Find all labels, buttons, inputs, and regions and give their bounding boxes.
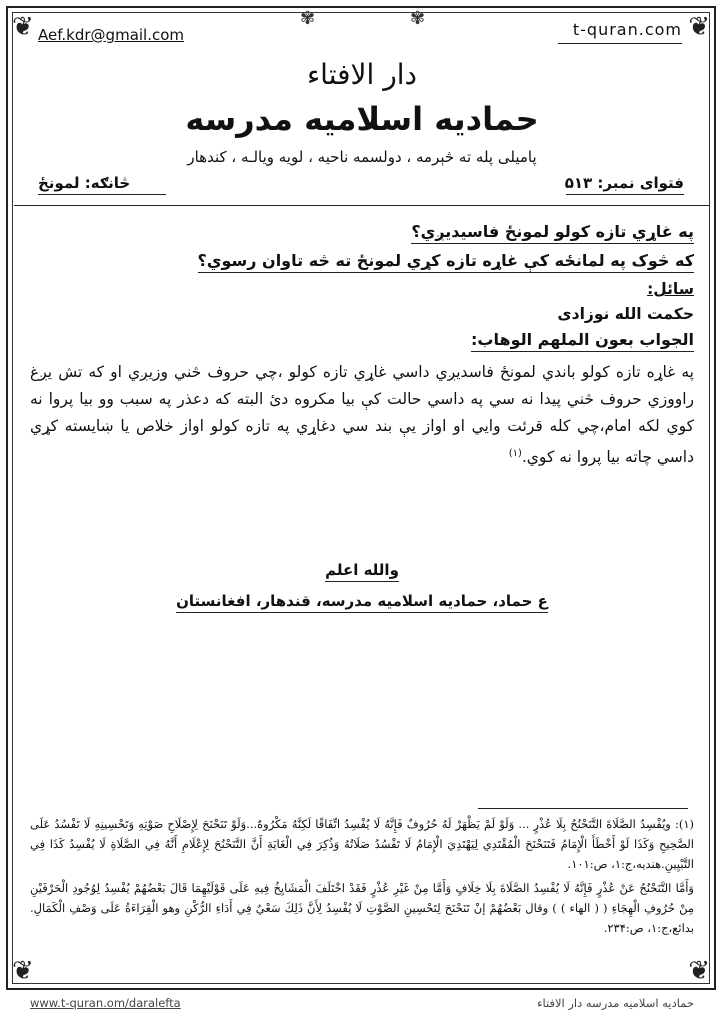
category-label: څانګه: لمونځ xyxy=(38,174,131,192)
email-address: Aef.kdr@gmail.com xyxy=(38,26,185,44)
page-footer xyxy=(30,996,694,1016)
fatwa-number-underline xyxy=(566,194,684,195)
fatwa-number: فتوای نمبر: ۵۱۳ xyxy=(564,174,684,192)
questioner-name: حکمت الله نوزادی xyxy=(557,305,694,323)
header-divider xyxy=(14,205,710,206)
footer-label: حمادیه اسلامیه مدرسه دار الافتاء xyxy=(537,996,694,1010)
site-name: t-quran.com xyxy=(572,20,682,39)
allahu-alam: والله اعلم xyxy=(325,561,399,582)
madrasa-name: حمادیه اسلامیه مدرسه xyxy=(185,100,539,138)
questioner-label: سائل: xyxy=(647,280,694,298)
footnote-divider xyxy=(478,808,688,809)
corner-ornament-icon: ❦ xyxy=(688,956,710,986)
question-body: که څوک په لمانځه کې غاړه تازه کړي لمونځ ته څه تاوان رسوي؟ xyxy=(198,251,694,273)
footer-link[interactable]: www.t-quran.om/daralefta xyxy=(30,996,181,1010)
category-underline xyxy=(38,194,166,195)
corner-ornament-icon: ❦ xyxy=(12,12,34,42)
corner-ornament-icon: ❦ xyxy=(688,12,710,42)
answer-paragraph: په غاړه تازه کولو باندي لمونځ فاسدیږي داسي غاړي تازه کولو ،چي حروف څني وزیږي او که تش يږغ راووزي حروف څني پیدا نه سي په داسي حالت کې بیا مکروه دئ البته که دعذر په سبب وو بیا پروا نه کوي لکه امام،چي کله قرئت وایي او اواز يې بند سي دغاړي په تازه کولو اواز خلاص یا ښایسته کړي داسي چاته بیا پروا نه کوي. xyxy=(30,363,694,467)
border-ornament-icon: ✾ xyxy=(300,8,316,29)
corner-ornament-icon: ❦ xyxy=(12,956,34,986)
answer-text xyxy=(30,359,694,471)
footnote-marker[interactable]: (۱) xyxy=(508,448,522,459)
fatwa-body xyxy=(30,222,694,471)
site-underline xyxy=(558,43,682,44)
signature: ع حماد، حمادیه اسلامیه مدرسه، قندهار، افغانستان xyxy=(176,592,548,613)
footnotes xyxy=(30,814,694,942)
border-ornament-icon: ✾ xyxy=(410,8,426,29)
institution-title: دار الافتاء xyxy=(307,58,417,91)
answer-heading: الجواب بعون الملهم الوهاب: xyxy=(471,330,694,352)
closing-block xyxy=(0,560,724,613)
footnote-1: (۱): ويُفْسِدُ الصَّلَاةَ التَّنَحْنُحُ بِلَا عُذْرٍ ... وَلَوْ لَمْ يَظْهَرْ لَهُ حُرُوفٌ فَإِنَّهُ لَا يُفْسِدُ اتِّفَاقًا لَكِنَّهُ مَكْرُوهٌ...وَلَوْ تَنَحْنَحَ لِإِصْلَاحِ صَوْتِهِ وَتَحْسِينِهِ لَا تَفْسُدُ عَلَى الصَّحِيحِ وَكَذَا لَوْ أَخْطَأَ الْإِمَامُ فَتَنَحْنَحَ الْمُقْتَدِي لِيَهْتَدِيَ الْإِمَامُ لَا تَفْسُدُ صَلَاتُهُ وَذُكِرَ فِي الْغَايَةِ أَنَّ التَّنَحْنُحَ لِإِعْلَامِ أَنَّهُ فِي الصَّلَاةِ لَا يُفْسِدُ كَذَا فِي التَّبْيِينِ.هنديه،ج:۱، ص:۱۰۱. xyxy=(30,817,694,871)
address: پاميلى پله ته څېرمه ، دولسمه ناحيه ، لويه ويالـه ، كندهار xyxy=(187,148,537,166)
question-title: په غاړي تازه کولو لمونځ فاسیدیږي؟ xyxy=(411,222,694,244)
footnote-2: وَأَمَّا التَّنَحْنُحُ عَنْ عُذْرٍ فَإِنَّهُ لَا يُفْسِدُ الصَّلَاةَ بِلَا خِلَافٍ وَأَمَّا مِنْ غَيْرِ عُذْرٍ فَقَدْ اخْتَلَفَ الْمَشَايِخُ فِيهِ عَلَى قَوْلَيْهِمَا قَالَ بَعْضُهُمْ يُفْسِدُ لِوُجُودِ الْحَرْفَيْنِ مِنْ حُرُوفِ الْهِجَاءِ ( ( الهاء ) ) وقال بَعْضُهُمْ إنْ تَنَحْنَحَ لِتَحْسِينِ الصَّوْتِ لَا يُفْسِدُ لِأَنَّ ذَلِكَ سَعْيٌ فِي أَدَاءِ الرُّكْنِ وهو الْقِرَاءَةُ عَلَى وَصْفِ الْكَمَالِ. بدائع،ج:۱، ص:۲۳۴. xyxy=(30,881,694,935)
